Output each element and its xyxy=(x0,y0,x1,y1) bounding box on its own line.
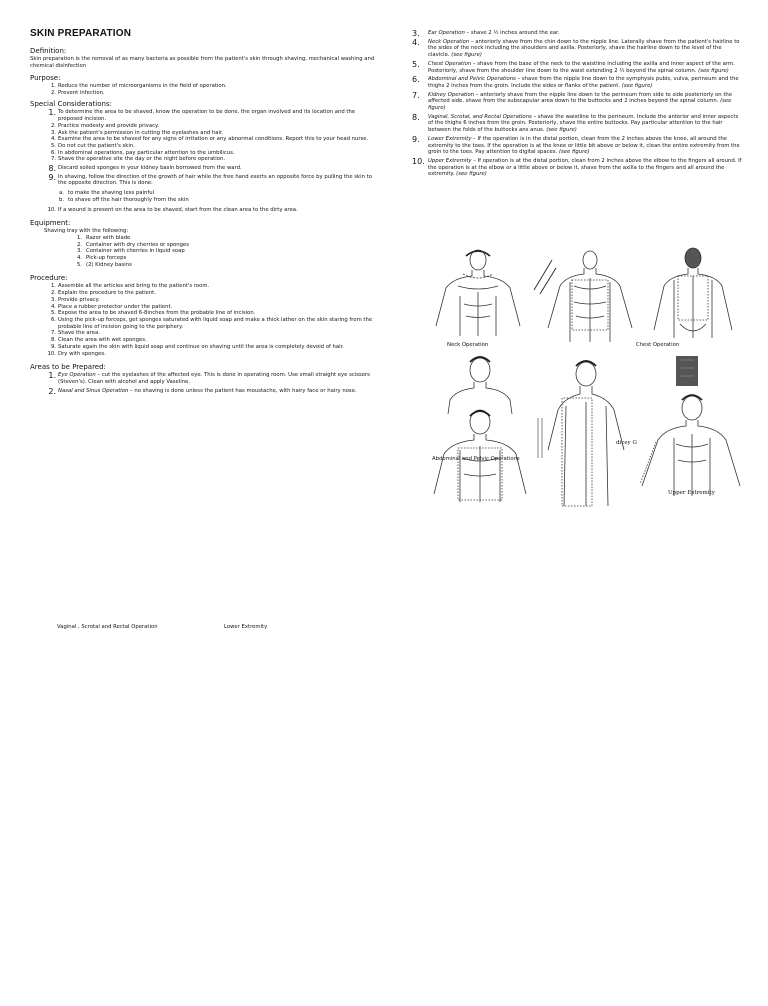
equipment-intro: Shaving tray with the following: xyxy=(44,228,129,235)
list-item: 4. Place a rubber protector under the patient. xyxy=(50,303,173,310)
list-item: 4. Examine the area to be shaved for any signs of irritation or any abnormal conditions. Report this to your head nurse. xyxy=(50,136,369,143)
list-item: 4. Pick-up forceps xyxy=(76,255,127,262)
abdominal-operation-caption: Abdominal and Pelvic Operations xyxy=(432,456,520,462)
list-item: 8. Clean the area with wet sponges. xyxy=(50,337,147,344)
chest-operation-figure-back xyxy=(648,246,738,338)
upper-extremity-figure xyxy=(636,356,742,506)
list-item: 3. Ask the patient's permission in cutting the eyelashes and hair. xyxy=(50,129,224,136)
left-column xyxy=(30,28,375,397)
chest-operation-caption: Chest Operation xyxy=(636,342,680,348)
upper-extremity-caption: Upper Extremity xyxy=(668,490,715,496)
lower-extremity-caption: Lower Extremity xyxy=(224,624,268,630)
equipment-heading: Equipment: xyxy=(30,219,71,228)
list-item: 2. Explain the procedure to the patient. xyxy=(50,290,156,297)
definition-heading: Definition: xyxy=(30,47,67,55)
list-item: 9. Lower Extremity – If the operation is in the distal portion, clean from the 2 inches above the knee, all around the extremity to the toes. If the operation is at the knee or little bit above or below it, clean the entire extremity from the groin to the toes. Pay attention to digital spaces. (see figure) xyxy=(412,134,740,156)
purpose-heading: Purpose: xyxy=(30,74,61,82)
list-item: 2. Nasal and Sinus Operation – no shaving is done unless the patient has moustache, with hairy face or hairy nose. xyxy=(48,386,357,396)
list-item: 6. Abdominal and Pelvic Operations – shave from the nipple line down to the symphysis pubis, vulva, perineum and the thighs 2 inches from the groin. Include the sides or flanks of the patient. (see figure) xyxy=(412,75,739,89)
figure-label: dicey G xyxy=(616,440,637,446)
list-item: 7. Shave the operative site the day or the night before operation. xyxy=(50,156,226,163)
list-item: 1. Eye Operation – cut the eyelashes of the affected eye. This is done in operating room. Use small straight eye scissors (Steven's). Clean with alcohol and apply Vaseline. xyxy=(48,371,370,385)
right-column xyxy=(412,30,742,181)
list-item: 10. Dry with sponges. xyxy=(47,350,106,357)
list-item: 1. Reduce the number of microorganisms in the field of operation. xyxy=(50,83,227,89)
procedure-list xyxy=(30,283,375,357)
list-item: 4. Neck Operation – anteriorly shave from the chin down to the nipple line. Laterally shave from the patient's hairline to the sides of the neck including the shoulders and axilla. Posteriorly, shave the hairline down to the level of the clavicle. (see figure) xyxy=(412,37,740,59)
list-item: 2. Prevent infection. xyxy=(50,89,105,96)
special-considerations-list xyxy=(30,109,375,187)
page-title: SKIN PREPARATION xyxy=(30,28,132,39)
equipment-list xyxy=(30,235,375,269)
abdominal-operation-figure xyxy=(430,354,530,504)
definition-text: Skin preparation is the removal of as many bacteria as possible from the patient's skin through shaving, mechanical washing and chemical disinfection xyxy=(30,56,375,69)
list-item: 1. Assemble all the articles and bring to the patient's room. xyxy=(50,283,210,290)
special-sublist xyxy=(30,190,375,203)
list-item: 10. Upper Extremity – If operation is at the distal portion, clean from 2 inches above the elbow to the fingers all around. If the operation is at the elbow or a little above or below it, shave from the axilla to the fingers and all around the extremity. (see figure) xyxy=(412,156,742,178)
list-item: 10. If a wound is present on the area to be shaved, start from the clean area to the dirty area. xyxy=(47,206,298,213)
list-item: 7. Shave the area. xyxy=(50,330,100,337)
purpose-list xyxy=(30,83,375,96)
list-item: 6. Using the pick-up forceps, get sponges saturated with liquid soap and make a thick lather on the skin staring from the probable line of incision going to the periphery. xyxy=(50,316,373,330)
areas-continued-list xyxy=(412,30,742,178)
list-item: 3. Provide privacy. xyxy=(50,296,100,303)
neck-operation-caption: Neck Operation xyxy=(447,342,489,348)
special-considerations-heading: Special Considerations: xyxy=(30,100,112,109)
vaginal-scrotal-rectal-caption: Vaginal , Scrotal and Rectal Operation xyxy=(57,624,158,630)
areas-list xyxy=(30,372,375,394)
list-item: 5. Chest Operation – shave from the base of the neck to the waistline including the axilla and inner aspect of the arm. Posteriorly, shave from the shoulder line down to the waist extending 2 ½ beyond the spinal column. (see figure) xyxy=(412,59,735,74)
list-item: 1. Razor with blade xyxy=(76,234,131,241)
kidney-operation-figure xyxy=(534,358,634,508)
list-item: 8. Discard soiled sponges in your kidney basin borrowed from the ward. xyxy=(48,164,242,174)
procedure-heading: Procedure: xyxy=(30,274,68,283)
list-item: 9. Saturate again the skin with liquid soap and continue on shaving until the area is completely devoid of hair. xyxy=(50,343,344,350)
list-item: 1. To determine the area to be shaved, know the operation to be done, the organ involved and its location and the proposed incision. xyxy=(48,108,356,123)
chest-operation-figure-front xyxy=(532,250,642,342)
list-item: 9. In shaving, follow the direction of the growth of hair while the free hand exerts an opposite force by pulling the skin to the opposite direction. This is done: xyxy=(48,172,372,187)
list-item: 3. Ear Operation – shave 2 ½ inches around the ear. xyxy=(412,29,560,38)
list-item: 7. Kidney Operation – anteriorly shave from the nipple line down to the perineum from side to side posteriorly on the affected side, shave from the subscapular area down to the buttocks and 2 inches beyond the spinal column. (see figure) xyxy=(412,90,733,112)
list-item: 5. Do not cut the patient's skin. xyxy=(50,142,135,149)
list-item: 3. Container with cherries in liquid soap xyxy=(76,248,185,255)
list-item: 2. Practice modesty and provide privacy. xyxy=(50,122,160,129)
areas-heading: Areas to be Prepared: xyxy=(30,363,106,372)
list-item: a. to make the shaving less painful xyxy=(59,190,155,197)
list-item: 5. (2) Kidney basins xyxy=(76,261,132,268)
list-item: b. to shave off the hair thoroughly from the skin xyxy=(58,196,189,203)
list-item: 6. In abdominal operations, pay particular attention to the umbilicus. xyxy=(50,149,235,156)
list-item: 5. Expose the area to be shaved 6-8inches from the probable line of incision. xyxy=(50,310,256,317)
special-item-10 xyxy=(30,207,375,214)
neck-operation-figure xyxy=(428,246,528,338)
list-item: 8. Vaginal, Scrotal, and Rectal Operations – shave the waistline to the perineum. Include the anterior and inner aspects of the thighs 6 inches from the groin. Posteriorly, shave the entire buttocks. Pay particular attention to the hair between the folds of the buttocks ans anus. (see figure) xyxy=(412,112,739,134)
list-item: 2. Container with dry cherries or sponges xyxy=(76,241,190,248)
